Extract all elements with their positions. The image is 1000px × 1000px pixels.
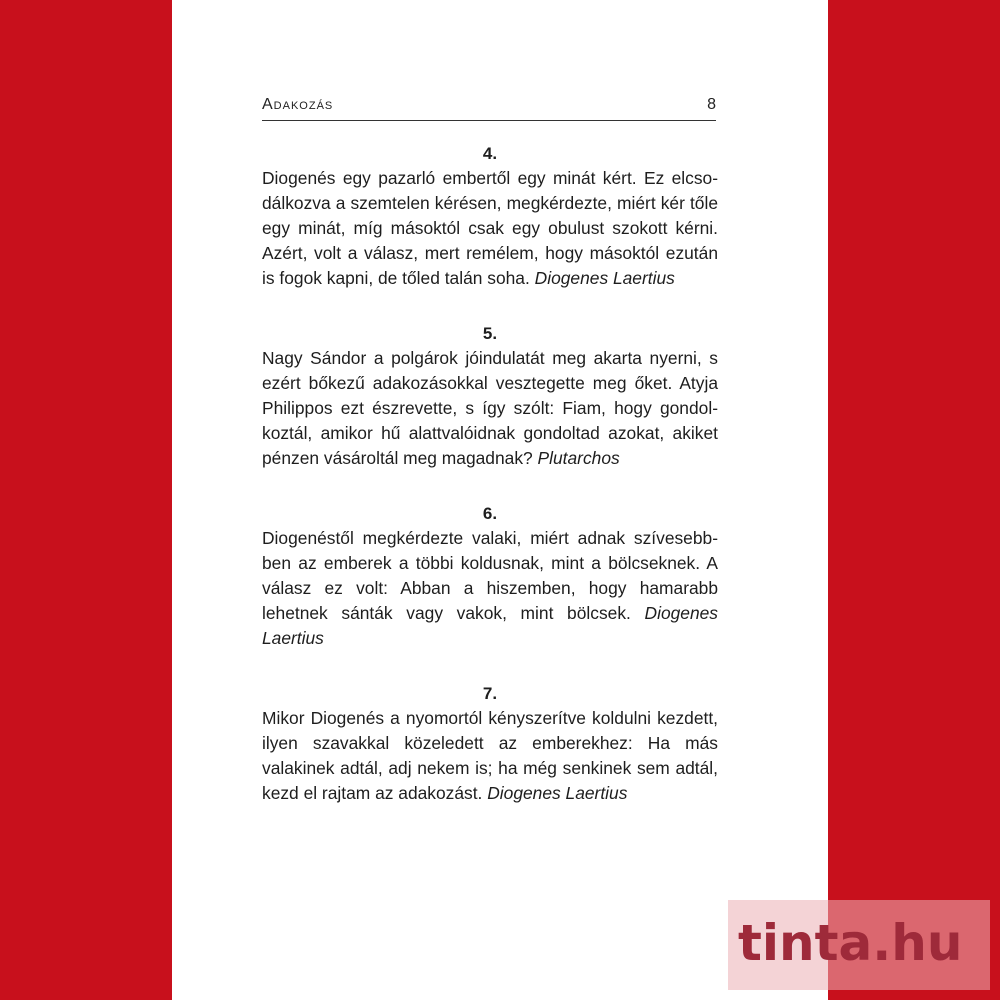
anecdote-text bbox=[262, 166, 718, 291]
anecdote-entry bbox=[262, 141, 718, 291]
anecdote-text bbox=[262, 346, 718, 471]
watermark-logo: tinta.hu bbox=[738, 914, 963, 972]
anecdote-source: Diogenes Laertius bbox=[534, 268, 675, 288]
anecdote-entry bbox=[262, 681, 718, 806]
anecdote-text bbox=[262, 526, 718, 651]
anecdote-entry bbox=[262, 501, 718, 651]
anecdote-body: Diogenés egy pazarló embertől egy minát kért. Ez elcsodálkozva a szemtelen kérésen, megkérdezte, miért kér tőle egy minát, míg másoktól csak egy obulust szokott kérni. Azért, volt a válasz, mert remélem, hogy másoktól ezután is fogok kapni, de tőled talán soha. bbox=[262, 168, 718, 288]
anecdote-number: 5. bbox=[482, 324, 498, 343]
anecdote-number: 4. bbox=[482, 144, 498, 163]
anecdote-entry bbox=[262, 321, 718, 471]
anecdote-body: Diogenéstől megkérdezte valaki, miért adnak szívesebbben az emberek a többi koldusnak, mint a bölcseknek. A válasz ez volt: Abban a hiszemben, hogy hamarabb lehetnek sánták vagy vakok, mint bölcsek. bbox=[262, 528, 718, 623]
anecdote-source: Diogenes Laertius bbox=[262, 603, 718, 648]
anecdote-body: Nagy Sándor a polgárok jóindulatát meg akarta nyerni, s ezért bőkezű adakozásokkal vesztegette meg őket. Atyja Philippos ezt észrevette, s így szólt: Fiam, hogy gondolkoztál, amikor hű alattvalóidnak gondoltad azokat, akiket pénzen vásároltál meg magadnak? bbox=[262, 348, 718, 468]
anecdote-text bbox=[262, 706, 718, 806]
anecdote-source: Diogenes Laertius bbox=[487, 783, 628, 803]
anecdote-body: Mikor Diogenés a nyomortól kényszerítve koldulni kezdett, ilyen szavakkal közeledett az emberekhez: Ha más valakinek adtál, adj nekem is; ha még senkinek sem adtál, kezd el rajtam az adakozást. bbox=[262, 708, 718, 803]
anecdote-number: 6. bbox=[482, 504, 498, 523]
running-title: Adakozás bbox=[262, 96, 334, 113]
page-number: 8 bbox=[707, 96, 716, 113]
page-header bbox=[262, 96, 716, 121]
page-content bbox=[262, 141, 718, 836]
anecdote-number: 7. bbox=[482, 684, 498, 703]
anecdote-source: Plutarchos bbox=[537, 448, 620, 468]
